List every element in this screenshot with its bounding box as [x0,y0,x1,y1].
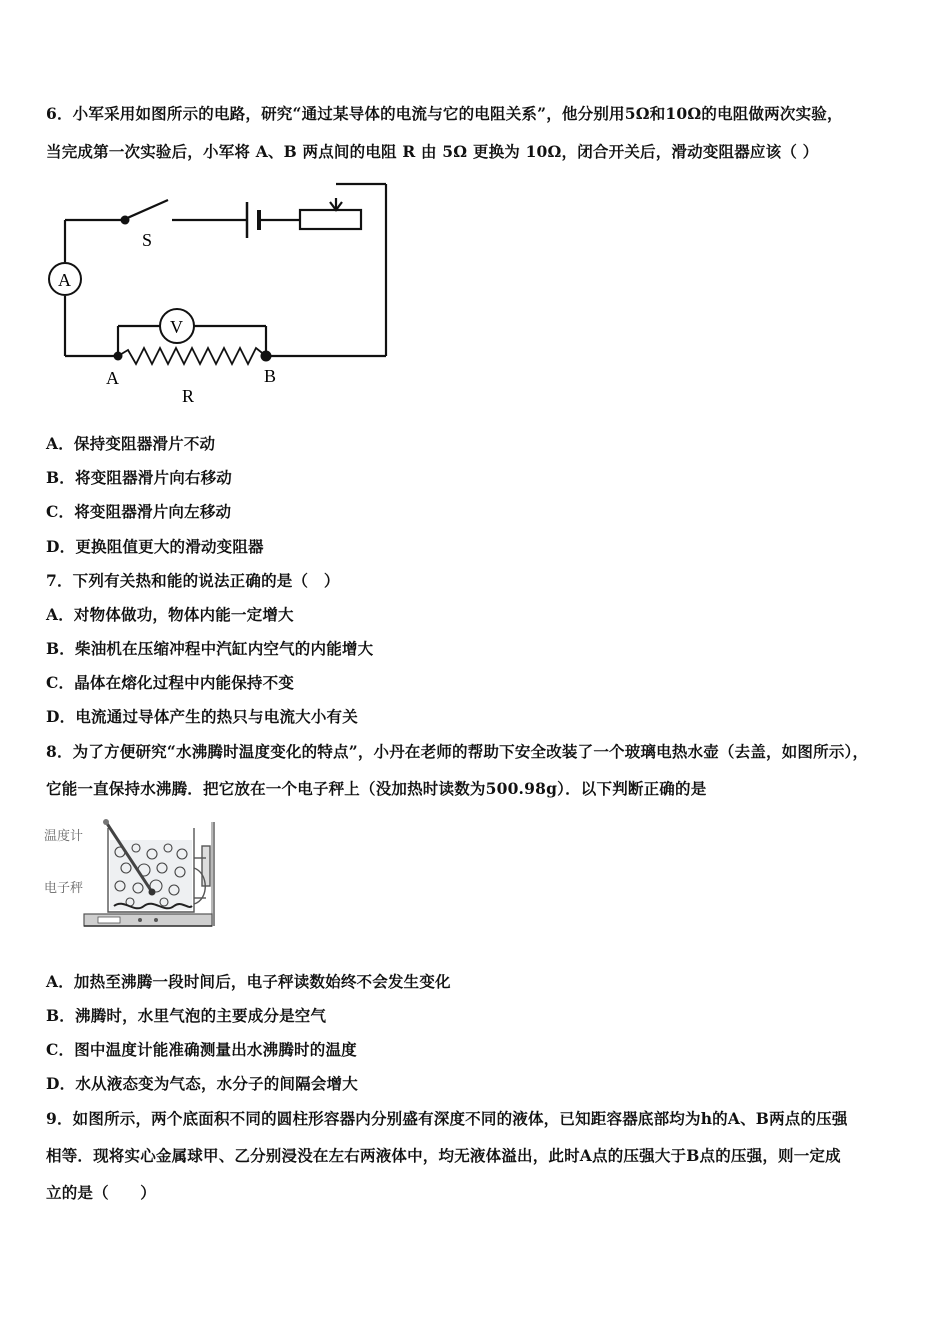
q8-stem-line1: 8．为了方便研究“水沸腾时温度变化的特点”，小丹在老师的帮助下安全改装了一个玻璃电热水壶（去盖，如图所示）， [46,742,869,761]
ammeter-label: A [58,270,71,290]
junction-b [261,351,272,362]
switch-label: S [142,230,153,250]
water [110,840,192,910]
junction-a [114,352,123,361]
q6-option-a: A．保持变阻器滑片不动 [46,434,216,453]
voltmeter-label: V [170,317,183,337]
resistor-label: R [182,386,195,406]
q8-stem-line2: 它能一直保持水沸腾．把它放在一个电子秤上（没加热时读数为500.98g）．以下判断正确的是 [46,779,707,798]
q7-option-d: D．电流通过导体产生的热只与电流大小有关 [46,707,358,726]
q9-stem-line2: 相等．现将实心金属球甲、乙分别浸没在左右两液体中，均无液体溢出，此时A点的压强大于B点的压强，则一定成 [46,1146,841,1165]
q6-stem-line2: 当完成第一次实验后，小军将 A、B 两点间的电阻 R 由 5Ω 更换为 10Ω，闭合开关后，滑动变阻器应该（ ） [46,142,819,161]
q7-stem: 7．下列有关热和能的说法正确的是（ ） [46,571,340,590]
q7-option-b: B．柴油机在压缩冲程中汽缸内空气的内能增大 [46,639,374,658]
circuit-diagram [40,178,400,410]
thermometer-label: 温度计 [44,828,84,843]
q7-option-c: C．晶体在熔化过程中内能保持不变 [46,673,295,692]
q6-stem-line1: 6．小军采用如图所示的电路，研究“通过某导体的电流与它的电阻关系”，他分别用5Ω和10Ω的电阻做两次实验， [46,104,843,123]
q6-option-c: C．将变阻器滑片向左移动 [46,502,232,521]
q8-option-b: B．沸腾时，水里气泡的主要成分是空气 [46,1006,327,1025]
q7-option-a: A．对物体做功，物体内能一定增大 [46,605,294,624]
q6-option-b: B．将变阻器滑片向右移动 [46,468,233,487]
scale-label: 电子秤 [44,880,84,895]
q6-option-d: D．更换阻值更大的滑动变阻器 [46,537,264,556]
kettle-figure [44,818,224,936]
point-b-label: B [264,366,277,386]
switch-pivot [121,216,130,225]
point-a-label: A [106,368,119,388]
q8-option-d: D．水从液态变为气态，水分子的间隔会增大 [46,1074,358,1093]
q8-option-a: A．加热至沸腾一段时间后，电子秤读数始终不会发生变化 [46,972,451,991]
q8-option-c: C．图中温度计能准确测量出水沸腾时的温度 [46,1040,357,1059]
q9-stem-line1: 9．如图所示，两个底面积不同的圆柱形容器内分别盛有深度不同的液体，已知距容器底部均为h的A、B两点的压强 [46,1109,848,1128]
q9-stem-line3: 立的是（ ） [46,1183,156,1202]
